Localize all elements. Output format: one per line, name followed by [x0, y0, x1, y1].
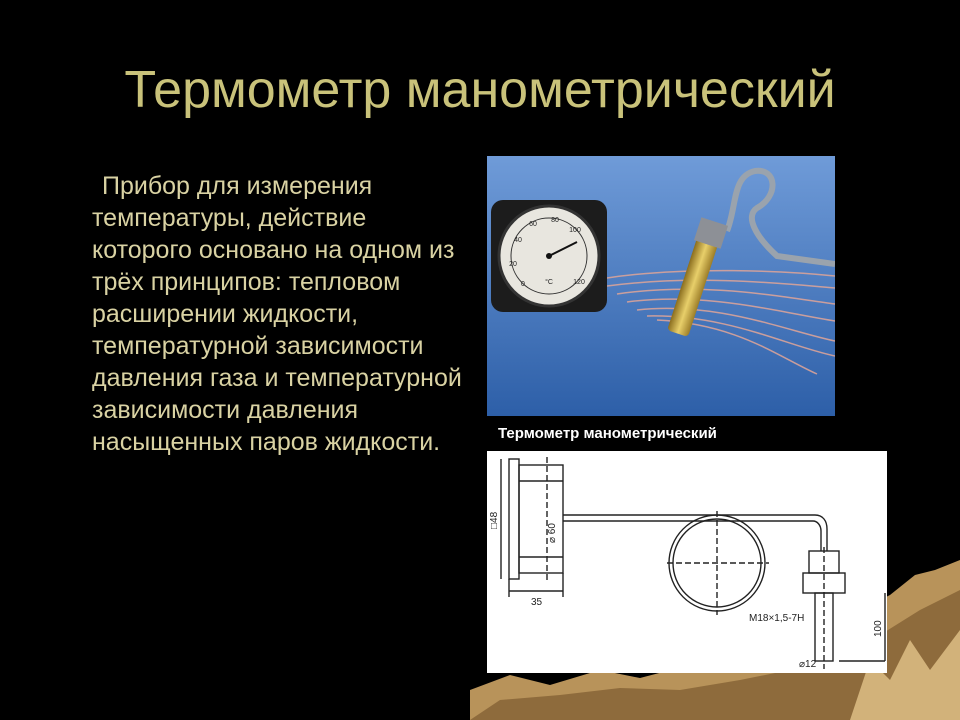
- technical-drawing: [487, 451, 887, 673]
- gauge-label-80: 80: [551, 217, 559, 224]
- slide-title: Термометр манометрический: [124, 61, 836, 119]
- thermometer-photo: [487, 156, 835, 416]
- gauge-label-100: 100: [569, 227, 581, 234]
- gauge-label-20: 20: [509, 261, 517, 268]
- drawing-label-35: 35: [531, 597, 543, 608]
- gauge-label-0: 0: [521, 281, 525, 288]
- drawing-label-dia60: ⌀ 60: [547, 523, 558, 543]
- drawing-label-thread: M18×1,5-7H: [749, 613, 805, 624]
- photo-caption: Термометр манометрический: [498, 425, 717, 442]
- gauge-label-120: 120: [573, 279, 585, 286]
- gauge-label-60: 60: [529, 221, 537, 228]
- gauge-label-40: 40: [514, 237, 522, 244]
- gauge-unit: °C: [545, 279, 553, 286]
- drawing-label-100: 100: [873, 620, 884, 637]
- drawing-label-dia12: ⌀12: [799, 659, 817, 670]
- description-text: Прибор для измерения температуры, действие которого основано на одном из трёх принципов: тепловом расширении жидкости, температурной зависимости давления газа и температурной зависимости давления насыщенных паров жидкости.: [92, 172, 462, 456]
- drawing-label-box: □48: [489, 511, 500, 529]
